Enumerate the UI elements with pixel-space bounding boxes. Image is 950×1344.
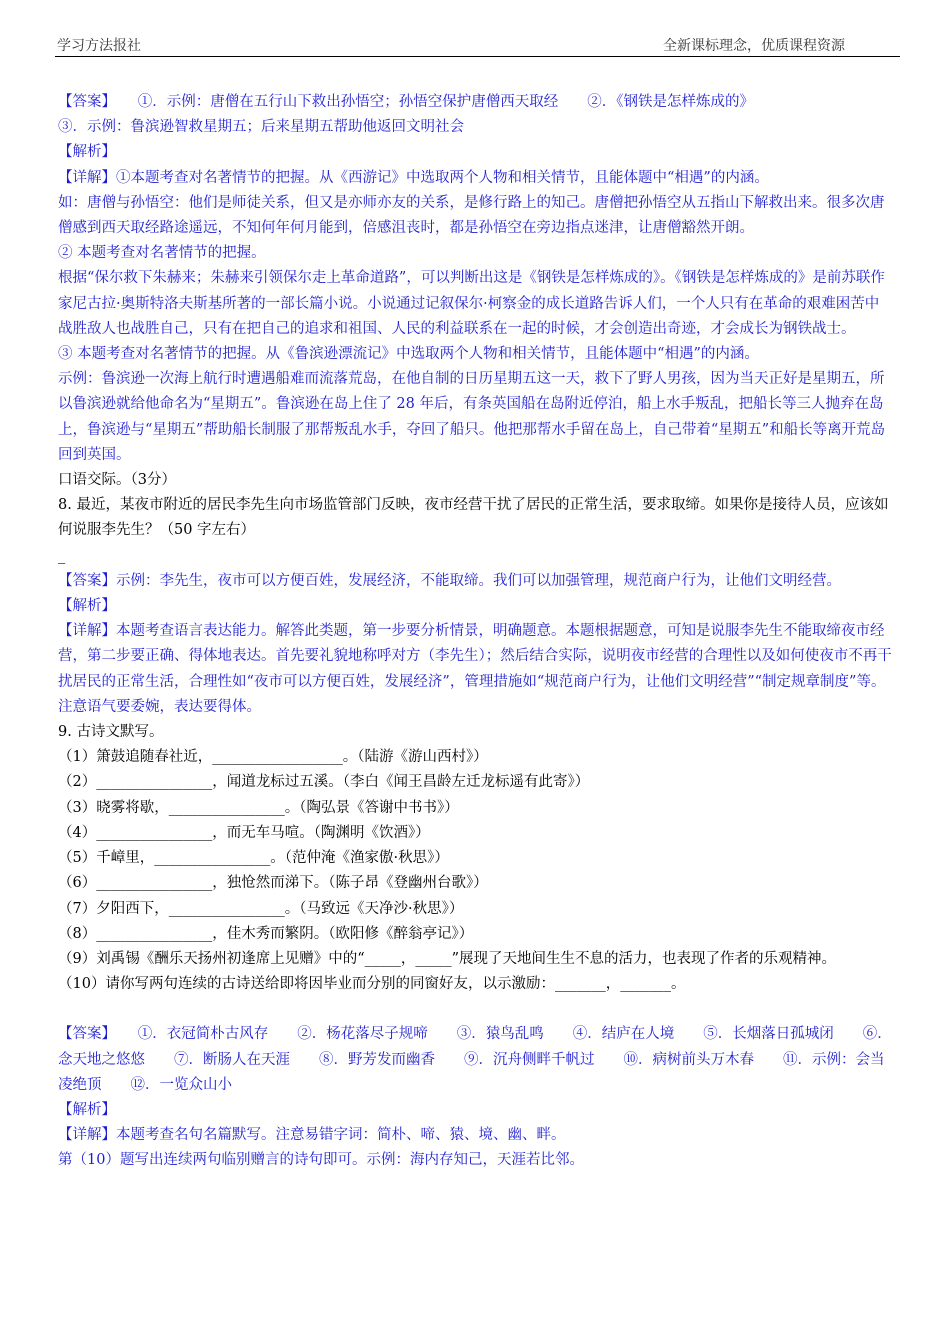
header-slogan: 全新课标理念，优质课程资源 — [663, 38, 845, 54]
q9-item-10: （10）请你写两句连续的古诗送给即将因毕业而分别的同窗好友，以示激励：_______，_______。 — [58, 976, 686, 993]
q7-detail-3: ② 本题考查对名著情节的把握。 — [58, 245, 266, 262]
q9-detail-2: 第（10）题写出连续两句临别赠言的诗句即可。示例：海内存知己，天涯若比邻。 — [58, 1152, 584, 1169]
q7-detail-1: 【详解】①本题考查对名著情节的把握。从《西游记》中选取两个人物和相关情节，且能体题中“相遇”的内涵。 — [58, 169, 769, 186]
q7-answer-line1: 【答案】 ①．示例：唐僧在五行山下救出孙悟空；孙悟空保护唐僧西天取经 ②．《钢铁是怎样炼成的》 — [58, 94, 754, 110]
q9-item-6: （6）________________，独怆然而涕下。（陈子昂《登幽州台歌》） — [58, 875, 488, 892]
q9-title: 9. 古诗文默写。 — [58, 724, 164, 741]
q9-item-9: （9）刘禹锡《酬乐天扬州初逢席上见赠》中的“_____，_____”展现了天地间生生不息的活力，也表现了作者的乐观精神。 — [58, 950, 837, 967]
q9-item-1: （1）箫鼓追随春社近，__________________。（陆游《游山西村》） — [58, 749, 488, 766]
q9-item-5: （5）千嶂里，________________。（范仲淹《渔家傲·秋思》） — [58, 850, 449, 867]
q9-analysis-label: 【解析】 — [58, 1101, 116, 1118]
q9-item-7: （7）夕阳西下，________________。（马致远《天净沙·秋思》） — [58, 900, 464, 917]
q8-answer: 【答案】示例：李先生，夜市可以方便百姓，发展经济，不能取缔。我们可以加强管理，规范商户行为，让他们文明经营。 — [58, 572, 841, 589]
q9-answer: 【答案】 ①．衣冠简朴古风存 ②．杨花落尽子规啼 ③．猿鸟乱鸣 ④．结庐在人境 ⑤．长烟落日孤城闭 ⑥．念天地之悠悠 ⑦．断肠人在天涯 ⑧．野芳发而幽香 ⑨．沉舟侧畔千帆过 ⑩．病树前头万木春 ⑪．示例：会当凌绝顶 ⑫．一览众山小 — [58, 1026, 892, 1093]
q7-answer-line2: ③．示例：鲁滨逊智救星期五；后来星期五帮助他返回文明社会 — [58, 119, 464, 136]
header-publisher: 学习方法报社 — [57, 38, 141, 54]
q8-blank: _ — [58, 547, 66, 564]
q7-detail-2: 如：唐僧与孙悟空：他们是师徒关系，但又是亦师亦友的关系，是修行路上的知己。唐僧把孙悟空从五指山下解救出来。很多次唐僧感到西天取经路途遥远，不知何年何月能到，倍感沮丧时，都是孙悟空在旁边指点迷津，让唐僧豁然开朗。 — [58, 194, 885, 237]
q9-item-4: （4）________________，而无车马喧。（陶渊明《饮酒》） — [58, 824, 430, 841]
q7-analysis-label: 【解析】 — [58, 144, 116, 161]
q8-detail: 【详解】本题考查语言表达能力。解答此类题，第一步要分析情景，明确题意。本题根据题意，可知是说服李先生不能取缔夜市经营，第二步要正确、得体地表达。首先要礼貌地称呼对方（李先生）；然后结合实际，说明夜市经营的合理性以及如何使夜市不再干扰居民的正常生活，合理性如“夜市可以方便百姓，发展经济”，管理措施如“规范商户行为，让他们文明经营”“制定规章制度”等。注意语气要委婉，表达要得体。 — [58, 623, 892, 715]
q8-analysis-label: 【解析】 — [58, 598, 116, 615]
q7-detail-5: ③ 本题考查对名著情节的把握。从《鲁滨逊漂流记》中选取两个人物和相关情节，且能体题中“相遇”的内涵。 — [58, 346, 759, 363]
q9-item-3: （3）晓雾将歇，________________。（陶弘景《答谢中书书》） — [58, 799, 459, 816]
document-body — [58, 90, 893, 1174]
spacer — [58, 997, 893, 1022]
q8-question: 8. 最近，某夜市附近的居民李先生向市场监管部门反映，夜市经营干扰了居民的正常生活，要求取缔。如果你是接待人员，应该如何说服李先生？（50 字左右） — [58, 497, 889, 539]
page-header — [55, 30, 900, 57]
q9-item-8: （8）________________，佳木秀而繁阴。（欧阳修《醉翁亭记》） — [58, 925, 474, 942]
q7-detail-6: 示例：鲁滨逊一次海上航行时遭遇船难而流落荒岛，在他自制的日历星期五这一天，救下了野人男孩，因为当天正好是星期五，所以鲁滨逊就给他命名为“星期五”。鲁滨逊在岛上住了 28 年后，有条英国船在岛附近停泊，船上水手叛乱，把船长等三人抛弃在岛上，鲁滨逊与“星期五”帮助船长制服了那帮叛乱水手，夺回了船只。他把那帮水手留在岛上，自己带着“星期五”和船长等离开荒岛回到英国。 — [58, 371, 886, 463]
oral-section-title: 口语交际。（3分） — [58, 472, 176, 489]
q9-item-2: （2）________________，闻道龙标过五溪。（李白《闻王昌龄左迁龙标遥有此寄》） — [58, 774, 590, 791]
q9-detail-1: 【详解】本题考查名句名篇默写。注意易错字词：简朴、啼、猿、境、幽、畔。 — [58, 1127, 566, 1144]
q7-detail-4: 根据“保尔救下朱赫来；朱赫来引领保尔走上革命道路”，可以判断出这是《钢铁是怎样炼成的》。《钢铁是怎样炼成的》是前苏联作家尼古拉·奥斯特洛夫斯基所著的一部长篇小说。小说通过记叙保尔·柯察金的成长道路告诉人们，一个人只有在革命的艰难困苦中战胜敌人也战胜自己，只有在把自己的追求和祖国、人民的利益联系在一起的时候，才会创造出奇迹，才会成长为钢铁战士。 — [58, 270, 885, 337]
